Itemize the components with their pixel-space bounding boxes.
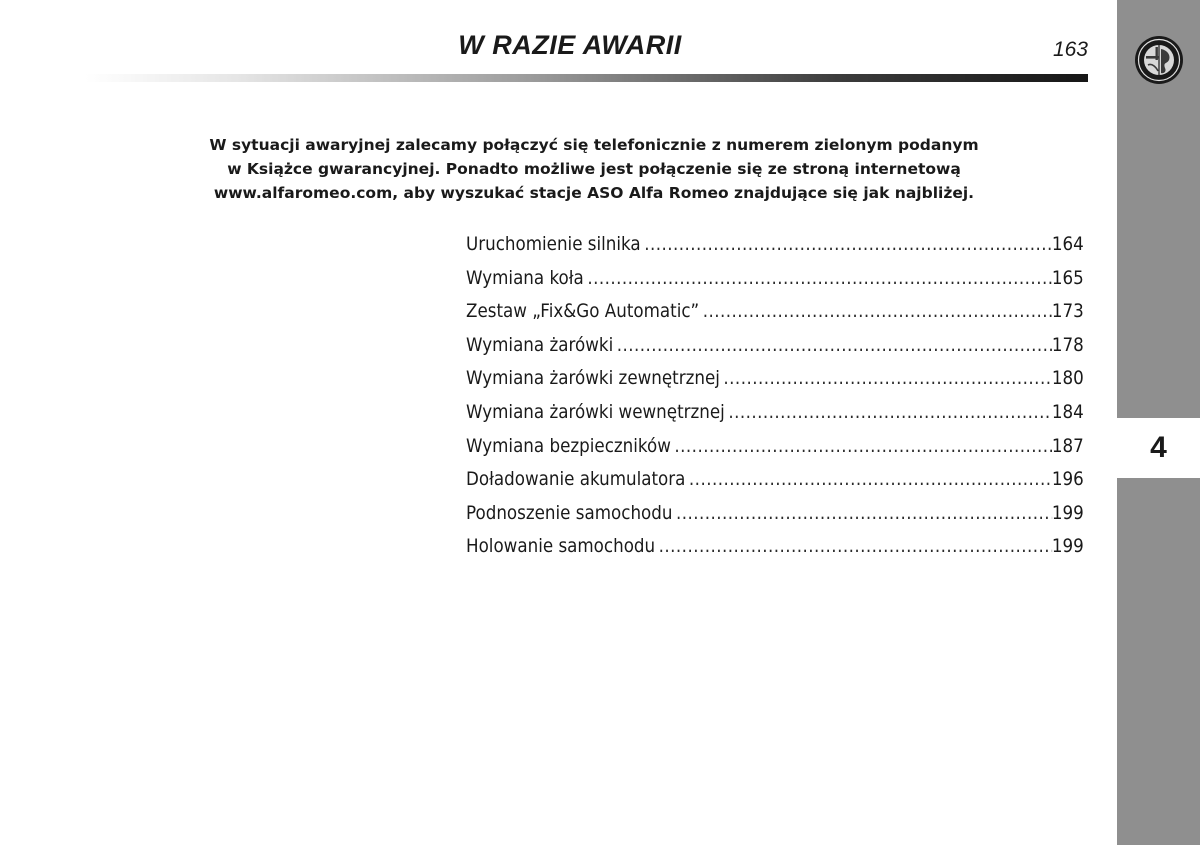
toc-entry-label: Doładowanie akumulatora xyxy=(466,468,686,491)
toc-dot-leader xyxy=(587,267,1052,289)
table-of-contents xyxy=(466,233,1084,569)
toc-entry-page: 164 xyxy=(1051,233,1084,255)
toc-entry[interactable] xyxy=(466,435,1084,469)
toc-dot-leader xyxy=(659,535,1052,557)
toc-entry-label: Wymiana żarówki zewnętrznej xyxy=(466,367,720,390)
intro-line: w Książce gwarancyjnej. Ponadto możliwe jest połączenie się ze stroną internetową xyxy=(227,160,961,178)
toc-dot-leader xyxy=(728,401,1052,423)
toc-dot-leader xyxy=(617,334,1052,356)
toc-entry-page: 196 xyxy=(1051,468,1084,491)
toc-entry[interactable] xyxy=(466,401,1084,435)
page-number: 163 xyxy=(1052,38,1088,61)
toc-entry[interactable] xyxy=(466,535,1084,569)
toc-entry[interactable] xyxy=(466,233,1084,267)
toc-entry-page: 180 xyxy=(1051,367,1084,390)
toc-dot-leader xyxy=(674,435,1051,457)
header-rule xyxy=(85,74,1088,82)
toc-entry-page: 173 xyxy=(1051,300,1084,323)
toc-dot-leader xyxy=(703,300,1052,322)
toc-entry-label: Wymiana koła xyxy=(466,266,584,289)
toc-entry[interactable] xyxy=(466,334,1084,368)
intro-line: www.alfaromeo.com, aby wyszukać stacje ASO Alfa Romeo znajdujące się jak najbliżej. xyxy=(213,184,975,202)
toc-entry-label: Uruchomienie silnika xyxy=(466,233,641,255)
toc-entry-page: 187 xyxy=(1051,434,1084,457)
toc-entry-page: 178 xyxy=(1051,333,1084,356)
toc-entry-page: 165 xyxy=(1051,266,1084,289)
toc-entry-label: Holowanie samochodu xyxy=(466,535,656,558)
toc-dot-leader xyxy=(644,233,1052,255)
toc-entry[interactable] xyxy=(466,502,1084,536)
toc-entry-label: Wymiana żarówki xyxy=(466,333,614,356)
toc-dot-leader xyxy=(676,502,1052,524)
chapter-number: 4 xyxy=(1150,431,1167,464)
toc-entry-page: 199 xyxy=(1051,501,1084,524)
toc-entry-label: Zestaw „Fix&Go Automatic” xyxy=(466,300,700,323)
toc-entry-label: Podnoszenie samochodu xyxy=(466,501,673,524)
chapter-number-box[interactable] xyxy=(1117,418,1200,478)
toc-entry[interactable] xyxy=(466,267,1084,301)
intro-line: W sytuacji awaryjnej zalecamy połączyć się telefonicznie z numerem zielonym podanym xyxy=(209,136,979,154)
toc-entry-label: Wymiana żarówki wewnętrznej xyxy=(466,400,725,423)
toc-entry[interactable] xyxy=(466,468,1084,502)
chapter-title: W RAZIE AWARII xyxy=(458,30,682,60)
alfa-romeo-badge-icon xyxy=(1134,35,1184,85)
toc-dot-leader xyxy=(689,468,1052,490)
toc-entry-label: Wymiana bezpieczników xyxy=(466,434,671,457)
toc-entry[interactable] xyxy=(466,367,1084,401)
toc-dot-leader xyxy=(723,367,1051,389)
toc-entry-page: 184 xyxy=(1051,400,1084,423)
toc-entry[interactable] xyxy=(466,300,1084,334)
intro-paragraph xyxy=(150,133,1038,205)
toc-entry-page: 199 xyxy=(1051,535,1084,558)
